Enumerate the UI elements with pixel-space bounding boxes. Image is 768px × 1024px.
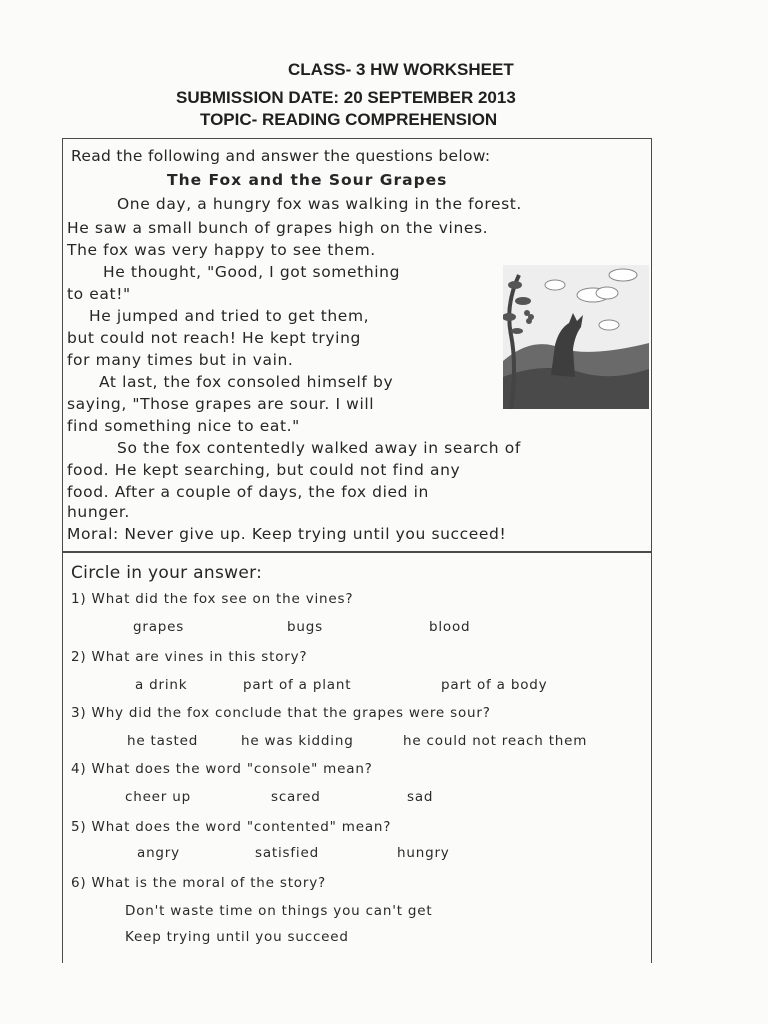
submission-date: SUBMISSION DATE: 20 SEPTEMBER 2013 (176, 88, 516, 107)
class-title: CLASS- 3 HW WORKSHEET (288, 60, 514, 79)
answer-option[interactable]: Keep trying until you succeed (125, 929, 349, 945)
story-instruction: Read the following and answer the questions below: (71, 147, 491, 165)
story-line: food. He kept searching, but could not find any (67, 461, 461, 479)
answer-option[interactable]: he tasted (127, 733, 199, 749)
questions-box (62, 552, 652, 963)
story-line: to eat!" (67, 285, 131, 303)
answer-option[interactable]: sad (407, 789, 434, 805)
answer-option[interactable]: scared (271, 789, 321, 805)
answer-option[interactable]: blood (429, 619, 471, 635)
story-line: find something nice to eat." (67, 417, 300, 435)
question-text: 5) What does the word "contented" mean? (71, 819, 392, 835)
question-text: 4) What does the word "console" mean? (71, 761, 373, 777)
question-text: 3) Why did the fox conclude that the grapes were sour? (71, 705, 491, 721)
question-text: 2) What are vines in this story? (71, 649, 308, 665)
fox-image (503, 265, 649, 409)
question-text: 1) What did the fox see on the vines? (71, 591, 354, 607)
answer-option[interactable]: part of a plant (243, 677, 352, 693)
answer-option[interactable]: Don't waste time on things you can't get (125, 903, 433, 919)
quiz-instruction: Circle in your answer: (71, 563, 263, 583)
story-line: but could not reach! He kept trying (67, 329, 361, 347)
story-title: The Fox and the Sour Grapes (167, 171, 448, 189)
story-line: So the fox contentedly walked away in search of (117, 439, 521, 457)
moral-line: Moral: Never give up. Keep trying until you succeed! (67, 525, 507, 543)
story-line: for many times but in vain. (67, 351, 294, 369)
answer-option[interactable]: part of a body (441, 677, 548, 693)
answer-option[interactable]: a drink (135, 677, 188, 693)
answer-option[interactable]: cheer up (125, 789, 191, 805)
answer-option[interactable]: satisfied (255, 845, 319, 861)
fox-and-grapes-illustration (503, 265, 649, 409)
answer-option[interactable]: angry (137, 845, 180, 861)
answer-option[interactable]: hungry (397, 845, 450, 861)
story-line: He saw a small bunch of grapes high on the vines. (67, 219, 489, 237)
story-line: At last, the fox consoled himself by (99, 373, 394, 391)
story-line: He thought, "Good, I got something (103, 263, 401, 281)
topic-title: TOPIC- READING COMPREHENSION (200, 110, 498, 129)
answer-option[interactable]: bugs (287, 619, 323, 635)
story-line: hunger. (67, 503, 130, 521)
answer-option[interactable]: he could not reach them (403, 733, 588, 749)
story-line: saying, "Those grapes are sour. I will (67, 395, 375, 413)
story-line: He jumped and tried to get them, (89, 307, 370, 325)
story-line: The fox was very happy to see them. (67, 241, 376, 259)
story-line: food. After a couple of days, the fox died in (67, 483, 429, 501)
story-box (62, 138, 652, 552)
story-line: One day, a hungry fox was walking in the forest. (117, 195, 522, 213)
answer-option[interactable]: grapes (133, 619, 185, 635)
question-text: 6) What is the moral of the story? (71, 875, 326, 891)
answer-option[interactable]: he was kidding (241, 733, 354, 749)
